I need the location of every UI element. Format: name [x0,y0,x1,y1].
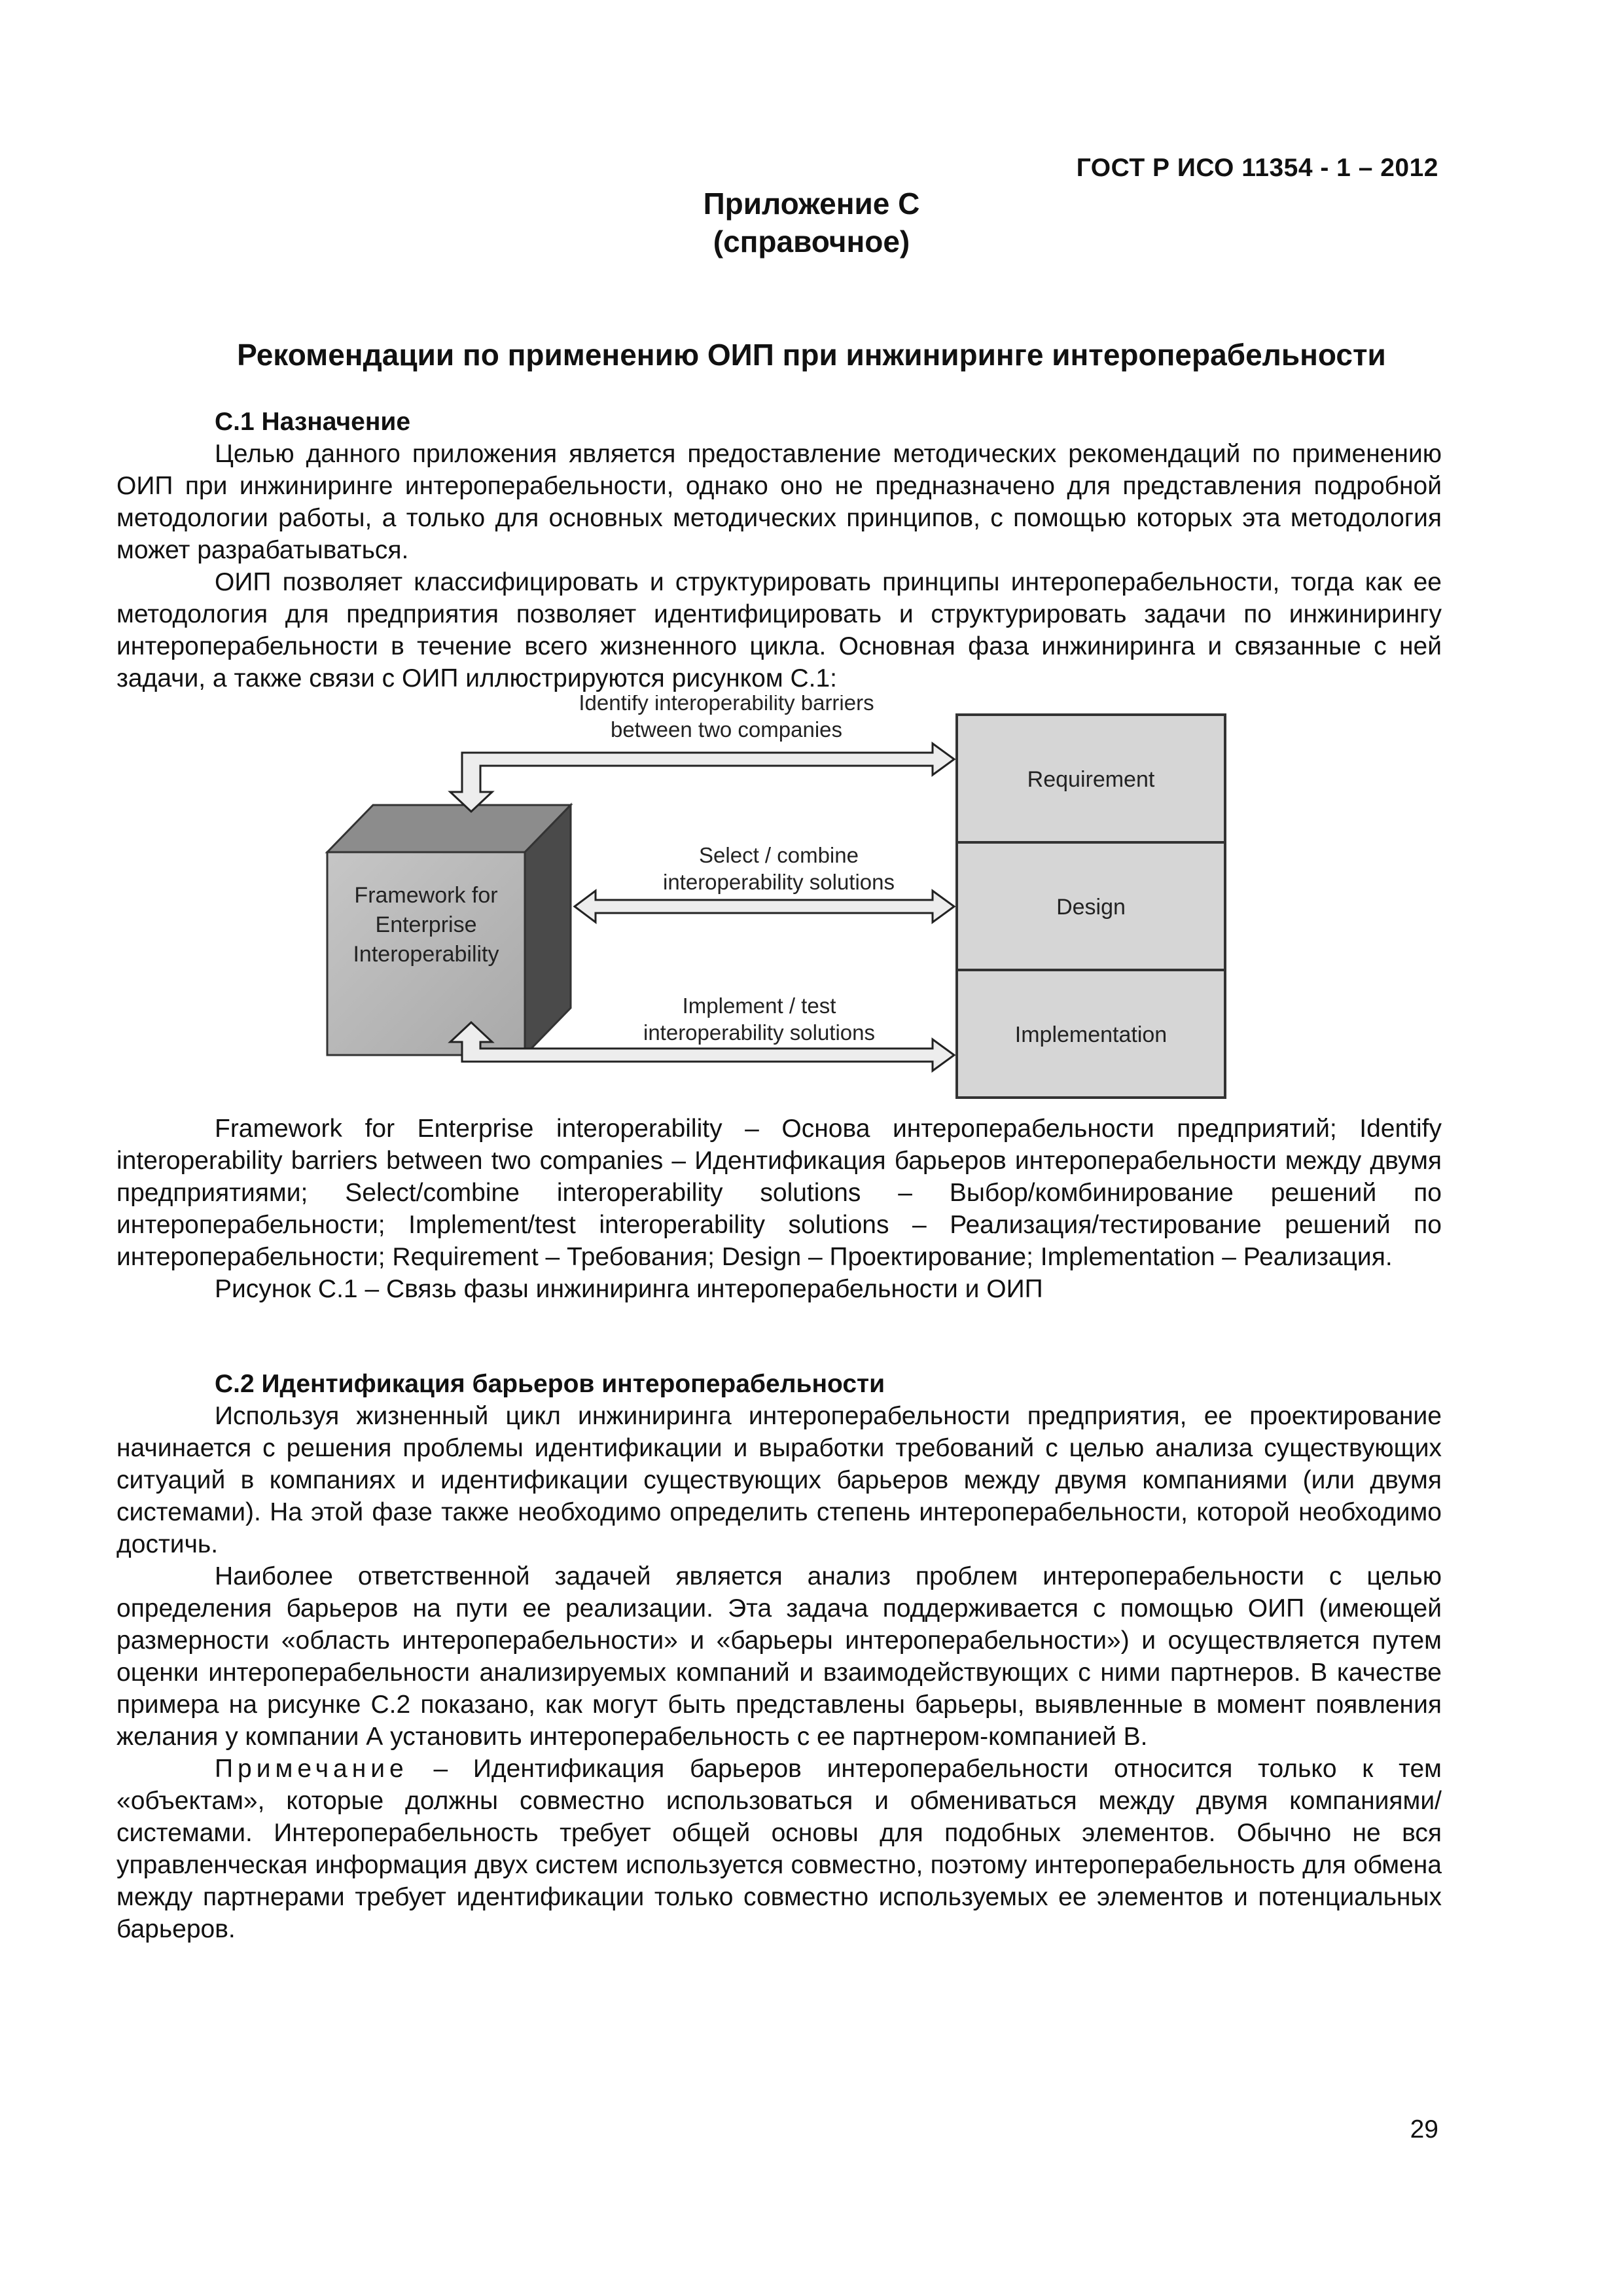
section-2-paragraph-2: Наиболее ответственной задачей является анализ проблем интероперабельности с целью определения барьеров на пути ее реализации. Эта задача поддерживается с помощью ОИП (имеющей размерности «область интероперабельности» и «барьеры интероперабельности») и осуществляется путем оценки интероперабельности анализируемых компаний и взаимодействующих с ними партнеров. В качестве примера на рисунке С.2 показано, как могут быть представлены барьеры, выявленные в момент появления желания у компании А установить интероперабельность с ее партнером-компанией В. [116,1562,1442,1751]
arrow-1-label-line-1: Identify interoperability barriers [579,695,874,715]
section-2 [116,1368,1442,1945]
arrow-3-label-line-2: interoperability solutions [643,1020,876,1045]
phase-design: Design [1056,895,1126,920]
framework-cube [327,805,571,1055]
document-code: ГОСТ Р ИСО 11354 - 1 – 2012 [1076,154,1438,182]
cube-label-line-1: Framework for [354,883,498,908]
appendix-subtitle: (справочное) [713,224,910,259]
section-1-heading: С.1 Назначение [215,408,411,436]
phase-requirement: Requirement [1027,767,1155,792]
section-2-heading: С.2 Идентификация барьеров интероперабельности [215,1370,885,1398]
arrow-3-label-line-1: Implement / test [682,994,836,1018]
arrow-identify-barriers [450,695,954,812]
phase-stack [957,715,1225,1098]
main-title: Рекомендации по применению ОИП при инжиниринге интероперабельности [237,338,1386,372]
note-label: Примечание [215,1755,408,1783]
appendix-heading [0,185,1623,260]
arrow-2-label-line-2: interoperability solutions [662,870,895,894]
section-1-paragraph-2: ОИП позволяет классифицировать и структурировать принципы интероперабельности, тогда как ее методология для предприятия позволяет идентифицировать и структурировать задачи по инжинирингу интероперабельности в течение всего жизненного цикла. Основная фаза инжиниринга и связанные с ней задачи, а также связи с ОИП иллюстрируются рисунком С.1: [116,568,1442,692]
section-1-paragraph-1: Целью данного приложения является предоставление методических рекомендаций по применению ОИП при инжиниринге интероперабельности, однако оно не предназначено для представления подробной методологии работы, а только для основных методических принципов, с помощью которых эта методология может разрабатываться. [116,440,1442,564]
note-text: – Идентификация барьеров интероперабельности относится только к тем «объектам», которые должны совместно использоваться и обмениваться между двумя компаниями/системами. Интероперабельность требует общей основы для подобных элементов. Обычно не вся управленческая информация двух систем используется совместно, поэтому интероперабельность для обмена между партнерами требует идентификации только совместно используемых ее элементов и потенциальных барьеров. [116,1755,1442,1943]
section-2-note [116,1753,1442,1945]
section-1 [116,406,1442,694]
figure-c1-diagram [308,695,1237,1114]
section-2-paragraph-1: Используя жизненный цикл инжиниринга интероперабельности предприятия, ее проектирование начинается с решения проблемы идентификации и выработки требований с целью анализа существующих ситуаций в компаниях и идентификации существующих барьеров между двумя компаниями (или двумя системами). На этой фазе также необходимо определить степень интероперабельности, которой необходимо достичь. [116,1402,1442,1558]
arrow-1-label-line-2: between two companies [610,717,843,742]
page-number: 29 [1410,2115,1438,2144]
cube-label-line-3: Interoperability [353,942,499,967]
cube-label-line-2: Enterprise [375,912,477,937]
arrow-select-solutions [575,843,954,922]
figure-caption: Рисунок С.1 – Связь фазы инжиниринга интероперабельности и ОИП [215,1275,1043,1303]
figure-legend-block [116,1113,1442,1305]
figure-legend: Framework for Enterprise interoperability – Основа интероперабельности предприятий; Identify interoperability barriers between two companies – Идентификация барьеров интероперабельности между двумя предприятиями; Select/combine interoperability solutions – Выбор/комбинирование решений по интероперабельности; Implement/test interoperability solutions – Реализация/тестирование решений по интероперабельности; Requirement – Требования; Design – Проектирование; Implementation – Реализация. [116,1115,1442,1271]
arrow-2-label-line-1: Select / combine [699,843,859,867]
appendix-title: Приложение С [703,187,920,221]
phase-implementation: Implementation [1014,1022,1168,1047]
